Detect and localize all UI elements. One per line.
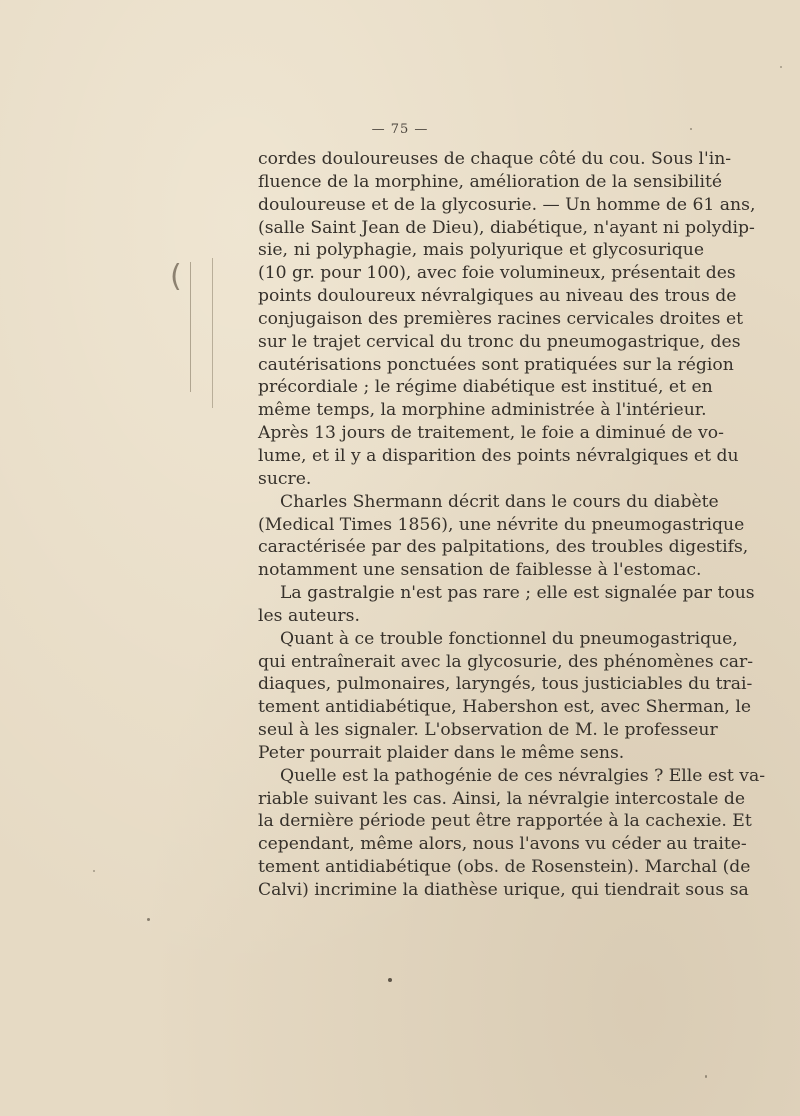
text-line: même temps, la morphine administrée à l'intérieur. <box>258 400 707 421</box>
text-line: points douloureux névralgiques au niveau des trous de <box>258 286 737 307</box>
text-line: notamment une sensation de faiblesse à l'estomac. <box>258 560 702 581</box>
paper-speck <box>690 128 692 130</box>
text-line: fluence de la morphine, amélioration de la sensibilité <box>258 171 723 192</box>
text-line: (Medical Times 1856), une névrite du pneumogastrique <box>258 514 745 535</box>
body-text <box>258 148 766 902</box>
text-line: tement antidiabétique (obs. de Rosenstein). Marchal (de <box>258 857 751 878</box>
text-line: sur le trajet cervical du tronc du pneumogastrique, des <box>258 331 741 352</box>
text-line: (10 gr. pour 100), avec foie volumineux, présentait des <box>258 263 736 284</box>
paper-speck <box>705 1075 707 1078</box>
text-line: sie, ni polyphagie, mais polyurique et glycosurique <box>258 240 704 261</box>
text-line: les auteurs. <box>258 605 360 626</box>
text-line: sucre. <box>258 468 312 489</box>
paper-speck <box>780 66 782 68</box>
text-line: la dernière période peut être rapportée à la cachexie. Et <box>258 811 752 832</box>
text-line: Quant à ce trouble fonctionnel du pneumogastrique, <box>280 628 738 649</box>
text-line: conjugaison des premières racines cervicales droites et <box>258 308 744 329</box>
text-line: cordes douloureuses de chaque côté du cou. Sous l'in- <box>258 149 732 169</box>
text-line: riable suivant les cas. Ainsi, la névralgie intercostale de <box>258 788 746 809</box>
paper-speck <box>388 978 392 982</box>
margin-bracket-mark: ( <box>170 259 182 294</box>
text-line: (salle Saint Jean de Dieu), diabétique, n'ayant ni polydip- <box>258 217 755 238</box>
text-line: Peter pourrait plaider dans le même sens. <box>258 742 625 763</box>
text-line: Charles Shermann décrit dans le cours du diabète <box>280 491 719 512</box>
text-line: diaques, pulmonaires, laryngés, tous justiciables du trai- <box>258 674 753 695</box>
text-line: caractérisée par des palpitations, des troubles digestifs, <box>258 537 749 558</box>
text-line: tement antidiabétique, Habershon est, avec Sherman, le <box>258 697 752 718</box>
text-line: Après 13 jours de traitement, le foie a diminué de vo- <box>258 423 724 444</box>
text-line: cependant, même alors, nous l'avons vu céder au traite- <box>258 834 747 855</box>
text-line: précordiale ; le régime diabétique est institué, et en <box>258 377 713 398</box>
text-line: lume, et il y a disparition des points névralgiques et du <box>258 445 739 466</box>
text-line: Quelle est la pathogénie de ces névralgies ? Elle est va- <box>280 765 766 786</box>
text-line: cautérisations ponctuées sont pratiquées sur la région <box>258 354 734 375</box>
paper-speck <box>93 870 95 872</box>
text-line: seul à les signaler. L'observation de M. le professeur <box>258 720 718 741</box>
text-line: La gastralgie n'est pas rare ; elle est signalée par tous <box>280 583 755 604</box>
text-line: qui entraînerait avec la glycosurie, des phénomènes car- <box>258 651 754 672</box>
text-line: Calvi) incrimine la diathèse urique, qui tiendrait sous sa <box>258 880 749 900</box>
margin-bracket-mark <box>212 258 213 408</box>
page-number: — 75 — <box>371 122 429 137</box>
text-line: douloureuse et de la glycosurie. — Un homme de 61 ans, <box>258 194 756 215</box>
paper-speck <box>147 918 150 921</box>
margin-bracket-mark <box>190 262 191 392</box>
